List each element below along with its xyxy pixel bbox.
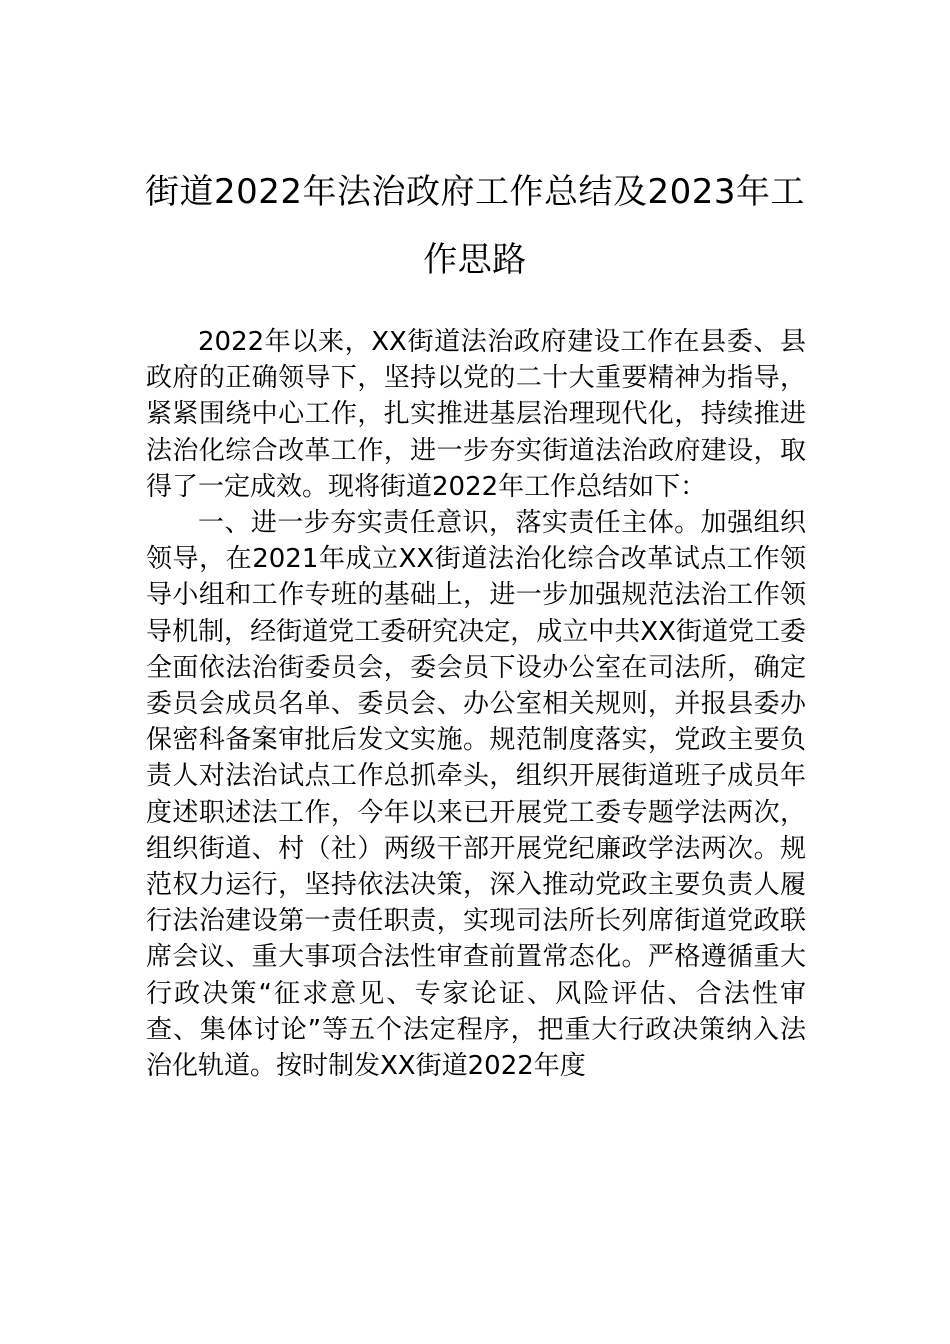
document-title: 街道2022年法治政府工作总结及2023年工作思路: [144, 172, 806, 280]
paragraph-intro: 2022年以来，XX街道法治政府建设工作在县委、县政府的正确领导下，坚持以党的二十大重要精神为指导，紧紧围绕中心工作，扎实推进基层治理现代化，持续推进法治化综合改革工作，进一步夯实街道法治政府建设，取得了一定成效。现将街道2022年工作总结如下：: [146, 327, 806, 502]
paragraph-section-one: 一、进一步夯实责任意识，落实责任主体。加强组织领导，在2021年成立XX街道法治化综合改革试点工作领导小组和工作专班的基础上，进一步加强规范法治工作领导机制，经街道党工委研究决定，成立中共XX街道党工委全面依法治街委员会，委会员下设办公室在司法所，确定委员会成员名单、委员会、办公室相关规则，并报县委办保密科备案审批后发文实施。规范制度落实，党政主要负责人对法治试点工作总抓牵头，组织开展街道班子成员年度述职述法工作，今年以来已开展党工委专题学法两次，组织街道、村（社）两级干部开展党纪廉政学法两次。规范权力运行，坚持依法决策，深入推动党政主要负责人履行法治建设第一责任职责，实现司法所长列席街道党政联席会议、重大事项合法性审查前置常态化。严格遵循重大行政决策“征求意见、专家论证、风险评估、合法性审查、集体讨论”等五个法定程序，把重大行政决策纳入法治化轨道。按时制发XX街道2022年度: [146, 508, 806, 1082]
document-body: [146, 324, 806, 1084]
